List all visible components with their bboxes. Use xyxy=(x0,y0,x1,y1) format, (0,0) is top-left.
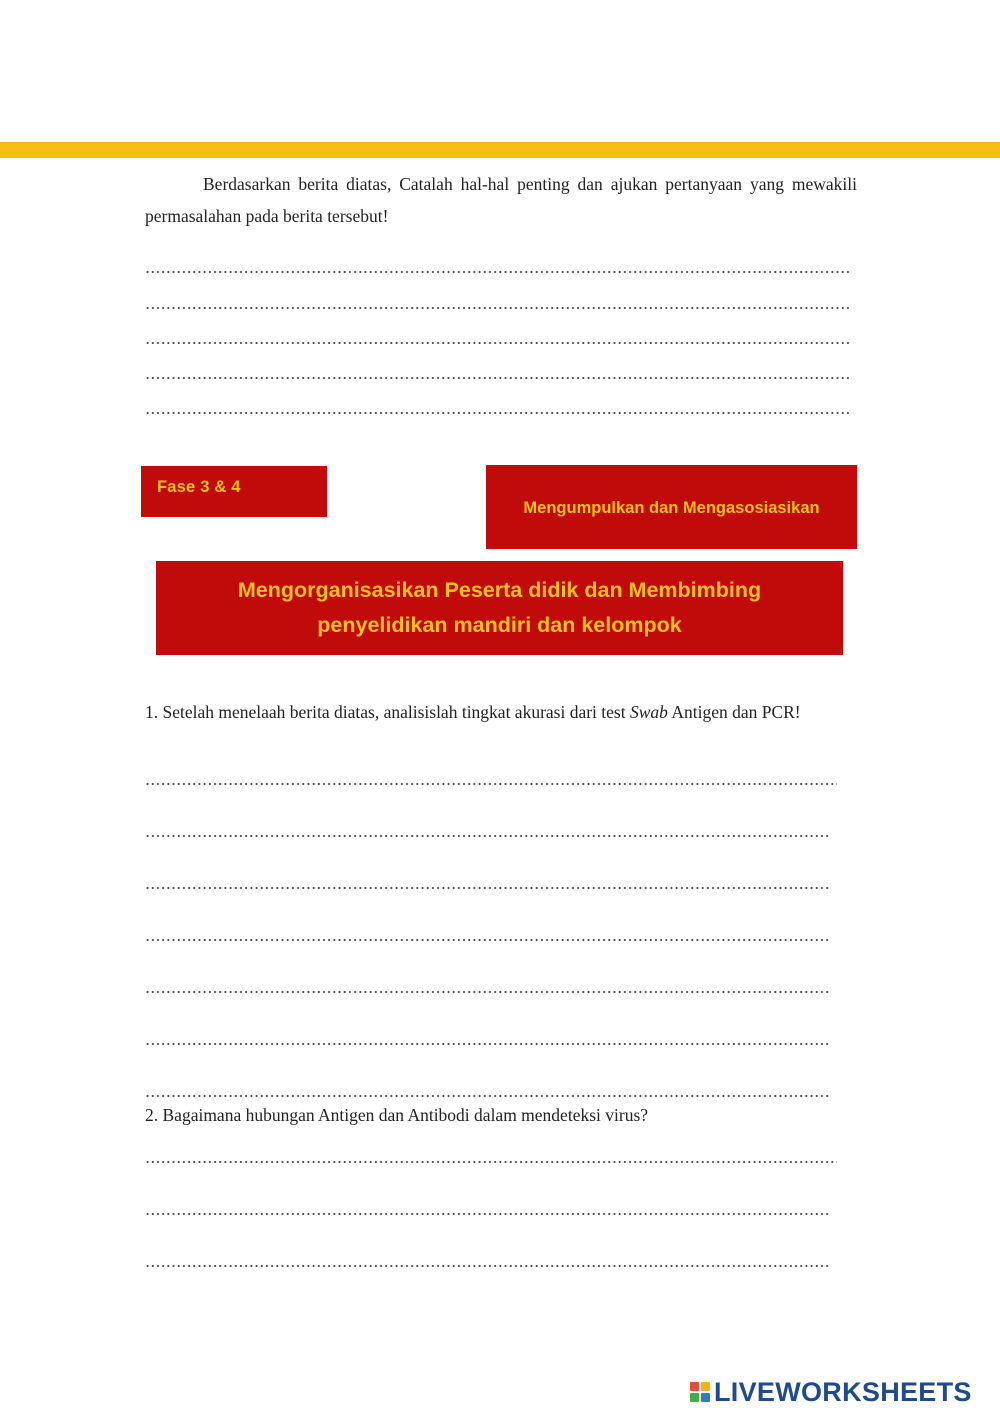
liveworksheets-brand-text: LIVEWORKSHEETS xyxy=(714,1376,972,1407)
answer-line-intro-5[interactable] xyxy=(145,406,852,420)
answer-line-q1-5[interactable] xyxy=(145,985,831,999)
phase-step-label: Mengumpulkan dan Mengasosiasikan xyxy=(523,498,820,517)
liveworksheets-logo-icon xyxy=(690,1382,710,1402)
answer-line-q2-3[interactable] xyxy=(145,1259,831,1273)
question-1-italic: Swab xyxy=(629,702,668,722)
answer-line-intro-3[interactable] xyxy=(145,336,852,350)
logo-square-3 xyxy=(690,1393,699,1402)
question-2: 2. Bagaimana hubungan Antigen dan Antibodi dalam mendeteksi virus? xyxy=(145,1105,649,1125)
question-1-prefix: 1. Setelah menelaah berita diatas, analisislah tingkat akurasi dari test xyxy=(145,702,630,722)
logo-square-4 xyxy=(701,1393,710,1402)
phase-label: Fase 3 & 4 xyxy=(157,478,241,496)
answer-line-q2-2[interactable] xyxy=(145,1207,831,1221)
phase-banner-line-1: Mengorganisasikan Peserta didik dan Membimbing xyxy=(237,578,762,602)
logo-square-1 xyxy=(690,1382,699,1391)
intro-paragraph: Berdasarkan berita diatas, Catalah hal-hal penting dan ajukan pertanyaan yang mewakili permasalahan pada berita tersebut! xyxy=(145,174,857,226)
header-accent-bar xyxy=(0,142,1000,158)
answer-line-q1-3[interactable] xyxy=(145,881,831,895)
answer-line-intro-2[interactable] xyxy=(145,301,852,315)
phase-banner xyxy=(156,561,843,655)
answer-line-q1-7[interactable] xyxy=(145,1089,831,1103)
answer-line-q1-6[interactable] xyxy=(145,1037,831,1051)
answer-line-q1-2[interactable] xyxy=(145,829,831,843)
answer-line-q1-1[interactable] xyxy=(145,777,837,791)
question-1-suffix: Antigen dan PCR! xyxy=(667,702,801,722)
answer-line-q1-4[interactable] xyxy=(145,933,831,947)
logo-square-2 xyxy=(701,1382,710,1391)
answer-line-intro-4[interactable] xyxy=(145,371,852,385)
phase-step-box xyxy=(486,465,857,549)
phase-banner-line-2: penyelidikan mandiri dan kelompok xyxy=(317,613,682,637)
answer-line-q2-1[interactable] xyxy=(145,1155,837,1169)
question-1 xyxy=(145,700,845,725)
answer-line-intro-1[interactable] xyxy=(145,265,852,279)
liveworksheets-logo[interactable] xyxy=(690,1373,972,1411)
phase-label-box xyxy=(141,466,327,517)
